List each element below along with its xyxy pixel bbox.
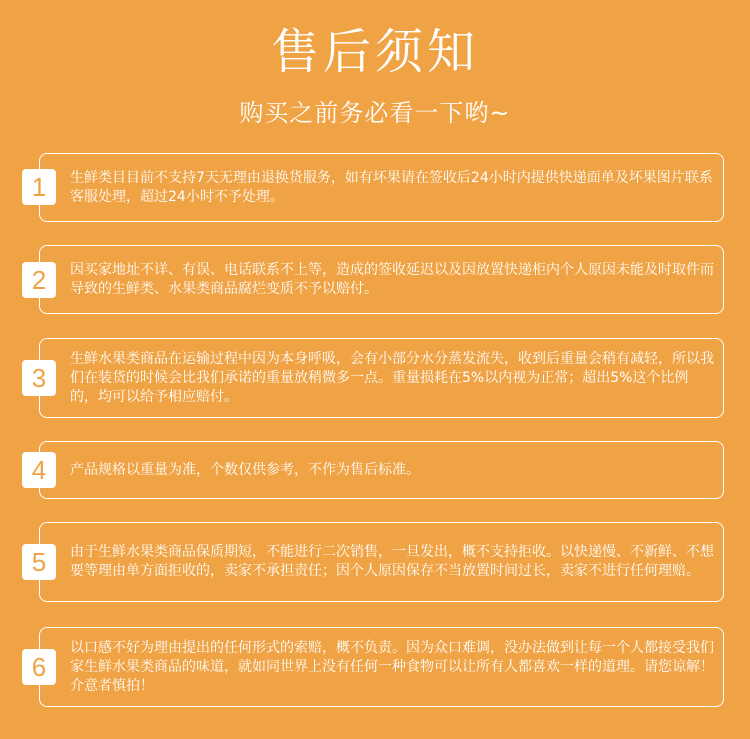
notice-number-badge: 5 (22, 544, 56, 580)
notice-text: 产品规格以重量为准，个数仅供参考，不作为售后标准。 (70, 461, 420, 478)
notice-text: 以口感不好为理由提出的任何形式的索赔，概不负责。因为众口难调，没办法做到让每一个人都接受我们家生鲜水果类商品的味道，就如同世界上没有任何一种食物可以让所有人都喜欢一样的道理。请您谅解！介意者慎拍！ (70, 639, 714, 694)
notice-text: 由于生鲜水果类商品保质期短，不能进行二次销售，一旦发出，概不支持拒收。以快递慢、不新鲜、不想要等理由单方面拒收的，卖家不承担责任；因个人原因保存不当放置时间过长，卖家不进行任何理赔。 (70, 544, 714, 579)
notice-number-badge: 6 (22, 649, 56, 685)
notice-text-container (70, 447, 714, 493)
notice-text-container (70, 342, 714, 414)
notice-text-container (70, 251, 714, 308)
notice-text-container (70, 159, 714, 216)
notice-number-badge: 2 (22, 262, 56, 298)
notice-text: 生鲜类目目前不支持7天无理由退换货服务，如有坏果请在签收后24小时内提供快递面单及坏果图片联系客服处理，超过24小时不予处理。 (70, 169, 713, 205)
notice-text: 生鲜水果类商品在运输过程中因为本身呼吸，会有小部分水分蒸发流失，收到后重量会稍有减轻，所以我们在装货的时候会比我们承诺的重量放稍微多一点。重量损耗在5%以内视为正常；超出5%这个比例的，均可以给予相应赔付。 (70, 350, 714, 405)
notice-number-badge: 1 (22, 169, 56, 205)
notice-number-badge: 3 (22, 360, 56, 396)
notice-text: 因买家地址不详、有误、电话联系不上等，造成的签收延迟以及因放置快递柜内个人原因未能及时取件而导致的生鲜类、水果类商品腐烂变质不予以赔付。 (70, 261, 714, 297)
notice-number-badge: 4 (22, 452, 56, 488)
page-title: 售后须知 (270, 24, 479, 80)
page-subtitle: 购买之前务必看一下哟~ (239, 99, 511, 127)
notice-text-container (70, 526, 714, 598)
notice-text-container (70, 631, 714, 703)
